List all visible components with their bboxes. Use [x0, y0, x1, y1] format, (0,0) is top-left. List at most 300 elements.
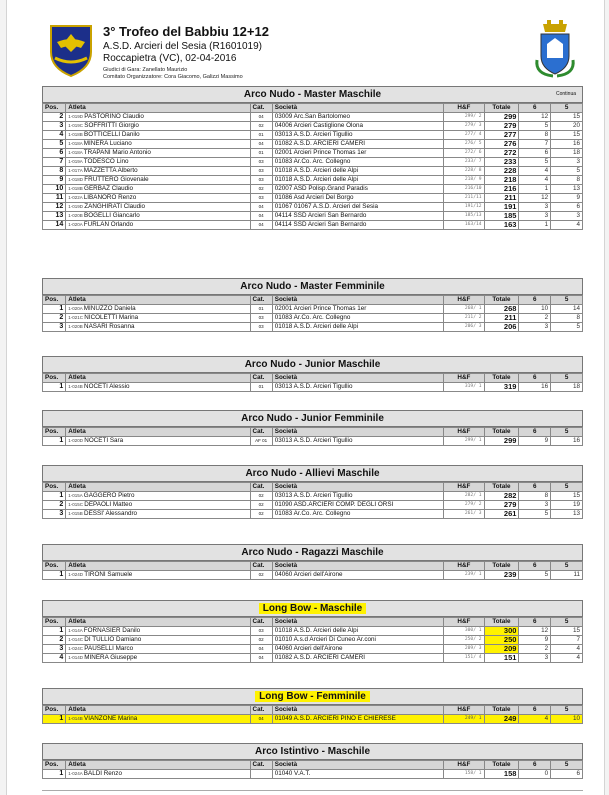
athlete-id: 1-018B	[68, 186, 85, 191]
category-cell: 01	[250, 383, 272, 392]
col-pos-header: Pos.	[43, 618, 66, 627]
table-header-row	[43, 374, 583, 383]
total-cell: 239	[484, 571, 519, 580]
club-cell: 02007 ASD Polisp.Grand Paradis	[272, 185, 444, 194]
club-cell: 03009 Arc.San Bartolomeo	[272, 113, 444, 122]
col-fives-header: 5	[551, 562, 583, 571]
athlete-id: 1-019C	[68, 123, 85, 128]
col-athlete-header: Atleta	[66, 618, 250, 627]
results-section	[42, 410, 583, 446]
athlete-name: DEPAOLI Matteo	[84, 501, 133, 508]
athlete-cell	[66, 176, 250, 185]
col-total-header: Totale	[484, 296, 519, 305]
hf-cell: 185/13	[444, 212, 484, 221]
section-title: Arco Nudo - Junior Maschile	[244, 359, 381, 370]
fives-cell: 4	[551, 645, 583, 654]
category-cell: 03	[250, 314, 272, 323]
position-cell: 1	[43, 571, 66, 580]
table-row	[43, 510, 583, 519]
section-title: Arco Nudo - Allievi Maschile	[245, 468, 380, 479]
table-row	[43, 627, 583, 636]
municipal-crest-icon	[533, 20, 577, 78]
athlete-name: ZANGHIRATI Claudio	[84, 203, 146, 210]
hf-cell: 276/ 5	[444, 140, 484, 149]
page-footer-divider	[42, 790, 583, 791]
archers-club-logo-icon	[43, 22, 99, 78]
category-cell: 03	[250, 323, 272, 332]
total-cell: 279	[484, 122, 519, 131]
fives-cell: 7	[551, 636, 583, 645]
section-title: Arco Istintivo - Maschile	[254, 746, 371, 757]
position-cell: 1	[43, 627, 66, 636]
club-cell: 01083 Ar.Co. Arc. Collegno	[272, 158, 444, 167]
total-cell: 185	[484, 212, 519, 221]
col-athlete-header: Atleta	[66, 104, 250, 113]
category-cell: 01	[250, 305, 272, 314]
section-title: Long Bow - Maschile	[259, 603, 366, 614]
hf-cell: 300/ 1	[444, 627, 484, 636]
position-cell: 1	[43, 383, 66, 392]
col-sixes-header: 6	[519, 483, 551, 492]
category-cell: 03	[250, 194, 272, 203]
table-row	[43, 167, 583, 176]
col-club-header: Società	[272, 761, 444, 770]
position-cell: 14	[43, 221, 66, 230]
col-total-header: Totale	[484, 104, 519, 113]
position-cell: 11	[43, 194, 66, 203]
athlete-cell	[66, 492, 250, 501]
athlete-name: DI TULLIO Damiano	[84, 636, 142, 643]
athlete-cell	[66, 510, 250, 519]
results-section	[42, 600, 583, 663]
col-cat-header: Cat.	[250, 296, 272, 305]
col-fives-header: 5	[551, 618, 583, 627]
club-cell: 03013 A.S.D. Arcieri Tigullio	[272, 437, 444, 446]
fives-cell: 5	[551, 323, 583, 332]
athlete-cell	[66, 627, 250, 636]
athlete-name: TIRONI Samuele	[84, 571, 133, 578]
club-cell: 01018 A.S.D. Arcieri delle Alpi	[272, 167, 444, 176]
position-cell: 7	[43, 158, 66, 167]
fives-cell: 6	[551, 770, 583, 779]
section-title-bar	[42, 688, 583, 705]
table-row	[43, 314, 583, 323]
position-cell: 3	[43, 645, 66, 654]
table-row	[43, 185, 583, 194]
athlete-id: 1-021C	[68, 315, 85, 320]
athlete-cell	[66, 636, 250, 645]
athlete-name: GAGGERO Pietro	[83, 492, 135, 499]
col-athlete-header: Atleta	[66, 428, 250, 437]
table-row	[43, 122, 583, 131]
club-cell: 01010 A.s.d Arcieri Di Cuneo Ar.coni	[272, 636, 444, 645]
sixes-cell: 1	[519, 185, 551, 194]
sixes-cell: 3	[519, 654, 551, 663]
results-table	[42, 295, 583, 332]
results-table	[42, 427, 583, 446]
fives-cell: 10	[551, 715, 583, 724]
athlete-name: MINUZZO Daniela	[83, 305, 136, 312]
section-title-bar	[42, 278, 583, 295]
col-fives-header: 5	[551, 706, 583, 715]
total-cell: 299	[484, 113, 519, 122]
total-cell: 233	[484, 158, 519, 167]
col-club-header: Società	[272, 618, 444, 627]
table-header-row	[43, 618, 583, 627]
sixes-cell: 7	[519, 140, 551, 149]
results-section	[42, 743, 583, 779]
results-section	[42, 688, 583, 724]
athlete-name: LIBANORO Renzo	[83, 194, 137, 201]
club-cell: 03013 A.S.D. Arcieri Tigullio	[272, 383, 444, 392]
table-row	[43, 140, 583, 149]
fives-cell: 14	[551, 305, 583, 314]
fives-cell: 4	[551, 654, 583, 663]
hf-cell: 279/ 3	[444, 122, 484, 131]
fives-cell: 11	[551, 571, 583, 580]
results-table	[42, 373, 583, 392]
club-cell: 01082 A.S.D. ARCIERI CAMERI	[272, 140, 444, 149]
athlete-name: NOCETI Sara	[84, 437, 124, 444]
tournament-title: 3° Trofeo del Babbiu 12+12	[103, 24, 269, 39]
athlete-id: 1-022A	[68, 195, 84, 200]
athlete-id: 1-015C	[68, 502, 85, 507]
col-sixes-header: 6	[519, 618, 551, 627]
total-cell: 216	[484, 185, 519, 194]
table-row	[43, 203, 583, 212]
col-hf-header: H&F	[444, 296, 484, 305]
club-cell: 01067 01067 A.S.D. Arcieri del Sesia	[272, 203, 444, 212]
results-table	[42, 482, 583, 519]
hf-cell: 233/ 7	[444, 158, 484, 167]
results-table	[42, 705, 583, 724]
total-cell: 211	[484, 194, 519, 203]
category-cell: 04	[250, 203, 272, 212]
sixes-cell: 12	[519, 627, 551, 636]
club-cell: 01049 A.S.D. ARCIERI PINO E CHIERESE	[272, 715, 444, 724]
sixes-cell: 4	[519, 167, 551, 176]
fives-cell: 19	[551, 501, 583, 510]
col-hf-header: H&F	[444, 618, 484, 627]
athlete-name: BOGELLI Giancarlo	[84, 212, 140, 219]
section-title-bar	[42, 86, 583, 103]
athlete-cell	[66, 131, 250, 140]
section-title-bar	[42, 465, 583, 482]
category-cell: 04	[250, 654, 272, 663]
sixes-cell: 5	[519, 158, 551, 167]
athlete-id: 1-024A	[68, 771, 84, 776]
sixes-cell: 4	[519, 176, 551, 185]
category-cell: 02	[250, 636, 272, 645]
athlete-name: BALDI Renzo	[83, 770, 122, 777]
col-athlete-header: Atleta	[66, 296, 250, 305]
club-cell: 02001 Arcieri Prince Thomas 1er	[272, 149, 444, 158]
athlete-cell	[66, 645, 250, 654]
sixes-cell: 6	[519, 149, 551, 158]
col-club-header: Società	[272, 428, 444, 437]
hf-cell: 216/10	[444, 185, 484, 194]
club-cell: 01090 ASD.ARCIERI COMP. DEGLI ORSI	[272, 501, 444, 510]
club-cell: 01018 A.S.D. Arcieri delle Alpi	[272, 323, 444, 332]
club-cell: 04060 Arcieri dell'Airone	[272, 571, 444, 580]
athlete-name: SOFFRITTI Giorgio	[84, 122, 139, 129]
col-athlete-header: Atleta	[66, 374, 250, 383]
athlete-id: 1-024D	[68, 572, 85, 577]
position-cell: 3	[43, 510, 66, 519]
total-cell: 211	[484, 314, 519, 323]
table-row	[43, 770, 583, 779]
total-cell: 191	[484, 203, 519, 212]
position-cell: 6	[43, 149, 66, 158]
section-title-bar	[42, 356, 583, 373]
results-section	[42, 356, 583, 392]
table-header-row	[43, 706, 583, 715]
table-row	[43, 149, 583, 158]
athlete-id: 1-014B	[68, 716, 85, 721]
category-cell: 04	[250, 715, 272, 724]
club-cell: 02001 Arcieri Prince Thomas 1er	[272, 305, 444, 314]
athlete-id: 1-017A	[68, 168, 84, 173]
col-athlete-header: Atleta	[66, 706, 250, 715]
table-row	[43, 131, 583, 140]
position-cell: 4	[43, 654, 66, 663]
col-sixes-header: 6	[519, 761, 551, 770]
col-pos-header: Pos.	[43, 706, 66, 715]
table-row	[43, 158, 583, 167]
category-cell: 04	[250, 140, 272, 149]
athlete-id: 1-020B	[68, 213, 85, 218]
athlete-id: 1-018A	[68, 141, 84, 146]
club-cell: 04114 SSD Arcieri San Bernardo	[272, 221, 444, 230]
hf-cell: 299/ 2	[444, 113, 484, 122]
athlete-id: 1-014C	[68, 637, 85, 642]
athlete-id: 1-020B	[68, 324, 85, 329]
total-cell: 282	[484, 492, 519, 501]
committee-line: Comitato Organizzatore: Cora Giacomo, Galizzi Massimo	[103, 74, 243, 80]
table-row	[43, 654, 583, 663]
table-row	[43, 113, 583, 122]
category-cell: 04	[250, 645, 272, 654]
table-header-row	[43, 104, 583, 113]
category-cell: 04	[250, 212, 272, 221]
table-row	[43, 492, 583, 501]
fives-cell: 18	[551, 149, 583, 158]
hf-cell: 151/ 4	[444, 654, 484, 663]
results-section	[42, 278, 583, 332]
col-cat-header: Cat.	[250, 104, 272, 113]
table-row	[43, 715, 583, 724]
club-cell: 03013 A.S.D. Arcieri Tigullio	[272, 131, 444, 140]
col-club-header: Società	[272, 374, 444, 383]
athlete-cell	[66, 140, 250, 149]
col-total-header: Totale	[484, 374, 519, 383]
total-cell: 209	[484, 645, 519, 654]
table-row	[43, 437, 583, 446]
position-cell: 2	[43, 113, 66, 122]
position-cell: 1	[43, 492, 66, 501]
athlete-id: 1-019D	[68, 204, 85, 209]
athlete-id: 1-024B	[68, 384, 85, 389]
sixes-cell: 5	[519, 571, 551, 580]
hf-cell: 191/12	[444, 203, 484, 212]
athlete-cell	[66, 437, 250, 446]
sixes-cell: 0	[519, 770, 551, 779]
fives-cell: 3	[551, 158, 583, 167]
sixes-cell: 3	[519, 323, 551, 332]
athlete-name: NICOLETTI Marina	[84, 314, 139, 321]
sixes-cell: 2	[519, 645, 551, 654]
athlete-name: NASARI Rosanna	[84, 323, 135, 330]
hf-cell: 239/ 1	[444, 571, 484, 580]
col-athlete-header: Atleta	[66, 562, 250, 571]
total-cell: 268	[484, 305, 519, 314]
col-sixes-header: 6	[519, 296, 551, 305]
athlete-name: MINERA Luciano	[83, 140, 132, 147]
athlete-name: FORNASIER Danilo	[83, 627, 141, 634]
judges-line: Giudici di Gara: Zanellato Maurizio	[103, 67, 188, 73]
total-cell: 250	[484, 636, 519, 645]
category-cell: 02	[250, 501, 272, 510]
fives-cell: 15	[551, 627, 583, 636]
total-cell: 151	[484, 654, 519, 663]
athlete-id: 1-020A	[68, 306, 84, 311]
hf-cell: 209/ 3	[444, 645, 484, 654]
athlete-cell	[66, 113, 250, 122]
col-total-header: Totale	[484, 562, 519, 571]
position-cell: 10	[43, 185, 66, 194]
athlete-cell	[66, 185, 250, 194]
results-section	[42, 86, 583, 230]
athlete-name: GERBAZ Claudio	[84, 185, 134, 192]
category-cell: 03	[250, 176, 272, 185]
athlete-id: 1-024C	[68, 646, 85, 651]
table-header-row	[43, 761, 583, 770]
hf-cell: 158/ 1	[444, 770, 484, 779]
table-header-row	[43, 296, 583, 305]
position-cell: 2	[43, 636, 66, 645]
total-cell: 279	[484, 501, 519, 510]
col-hf-header: H&F	[444, 562, 484, 571]
continues-label: Continua	[555, 91, 576, 97]
athlete-cell	[66, 221, 250, 230]
position-cell: 1	[43, 770, 66, 779]
athlete-id: 1-015B	[68, 511, 85, 516]
col-fives-header: 5	[551, 761, 583, 770]
athlete-cell	[66, 770, 250, 779]
sixes-cell: 5	[519, 122, 551, 131]
table-row	[43, 194, 583, 203]
position-cell: 1	[43, 305, 66, 314]
section-title-bar	[42, 600, 583, 617]
results-table	[42, 760, 583, 779]
fives-cell: 5	[551, 167, 583, 176]
section-title: Arco Nudo - Ragazzi Maschile	[241, 547, 384, 558]
fives-cell: 9	[551, 194, 583, 203]
table-row	[43, 176, 583, 185]
col-fives-header: 5	[551, 374, 583, 383]
sixes-cell: 3	[519, 203, 551, 212]
col-pos-header: Pos.	[43, 104, 66, 113]
col-club-header: Società	[272, 562, 444, 571]
total-cell: 277	[484, 131, 519, 140]
col-pos-header: Pos.	[43, 761, 66, 770]
fives-cell: 8	[551, 314, 583, 323]
section-title: Arco Nudo - Master Maschile	[243, 89, 382, 100]
table-row	[43, 383, 583, 392]
category-cell: 04	[250, 113, 272, 122]
total-cell: 272	[484, 149, 519, 158]
fives-cell: 16	[551, 437, 583, 446]
hf-cell: 163/14	[444, 221, 484, 230]
fives-cell: 13	[551, 185, 583, 194]
athlete-cell	[66, 383, 250, 392]
hf-cell: 319/ 1	[444, 383, 484, 392]
hf-cell: 218/ 9	[444, 176, 484, 185]
athlete-name: PAUSELLI Marco	[84, 645, 134, 652]
total-cell: 319	[484, 383, 519, 392]
category-cell: 04	[250, 221, 272, 230]
athlete-cell	[66, 212, 250, 221]
athlete-name: BOTTICELLI Danilo	[84, 131, 140, 138]
category-cell: 03	[250, 158, 272, 167]
total-cell: 218	[484, 176, 519, 185]
athlete-cell	[66, 314, 250, 323]
col-athlete-header: Atleta	[66, 483, 250, 492]
club-cell: 01018 A.S.D. Arcieri delle Alpi	[272, 176, 444, 185]
table-header-row	[43, 428, 583, 437]
category-cell: 02	[250, 510, 272, 519]
col-sixes-header: 6	[519, 104, 551, 113]
position-cell: 1	[43, 715, 66, 724]
section-title: Arco Nudo - Junior Femminile	[241, 413, 384, 424]
sixes-cell: 12	[519, 113, 551, 122]
col-club-header: Società	[272, 483, 444, 492]
table-row	[43, 212, 583, 221]
col-cat-header: Cat.	[250, 618, 272, 627]
hf-cell: 250/ 2	[444, 636, 484, 645]
total-cell: 163	[484, 221, 519, 230]
athlete-id: 1-014D	[68, 655, 85, 660]
section-title: Arco Nudo - Master Femminile	[240, 281, 385, 292]
athlete-name: NOCETI Alessio	[84, 383, 130, 390]
athlete-cell	[66, 203, 250, 212]
col-sixes-header: 6	[519, 428, 551, 437]
athlete-name: MAZZETTA Alberto	[83, 167, 138, 174]
col-fives-header: 5	[551, 483, 583, 492]
sixes-cell: 4	[519, 715, 551, 724]
hf-cell: 279/ 2	[444, 501, 484, 510]
athlete-name: MINERA Giuseppe	[84, 654, 138, 661]
fives-cell: 4	[551, 221, 583, 230]
club-cell: 04060 Arcieri dell'Airone	[272, 645, 444, 654]
results-table	[42, 617, 583, 663]
athlete-id: 1-019D	[68, 114, 85, 119]
category-cell: 03	[250, 627, 272, 636]
section-title-bar	[42, 410, 583, 427]
col-pos-header: Pos.	[43, 562, 66, 571]
table-row	[43, 323, 583, 332]
athlete-id: 1-020D	[68, 438, 85, 443]
position-cell: 5	[43, 140, 66, 149]
table-row	[43, 645, 583, 654]
club-cell: 01082 A.S.D. ARCIERI CAMERI	[272, 654, 444, 663]
position-cell: 2	[43, 501, 66, 510]
col-fives-header: 5	[551, 296, 583, 305]
total-cell: 228	[484, 167, 519, 176]
hf-cell: 228/ 8	[444, 167, 484, 176]
col-club-header: Società	[272, 104, 444, 113]
table-row	[43, 221, 583, 230]
